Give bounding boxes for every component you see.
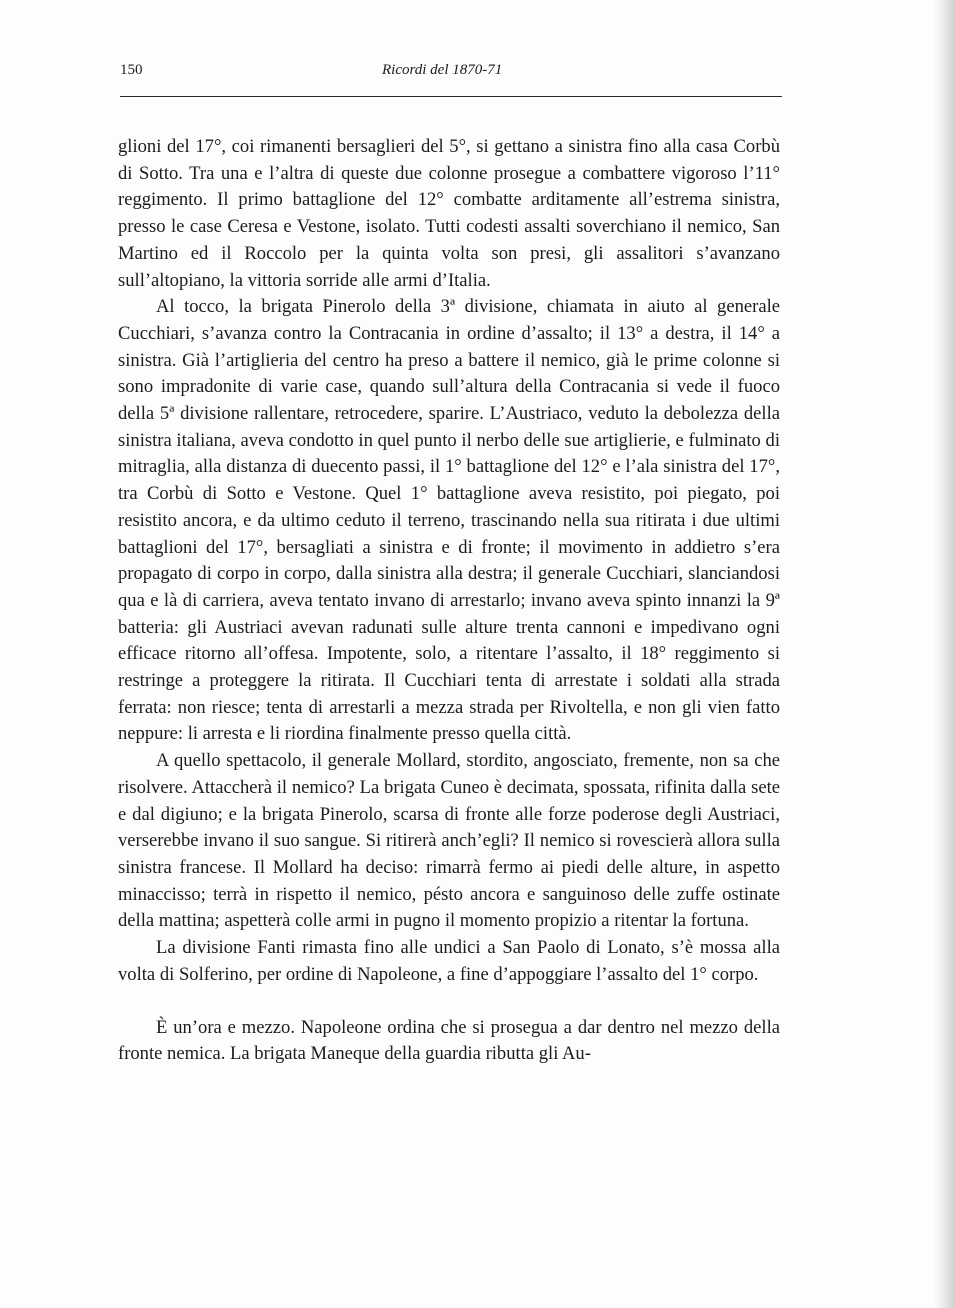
paragraph: A quello spettacolo, il generale Mollard, stordito, angosciato, fremente, non sa che risolvere. Attaccherà il nemico? La brigata Cuneo è decimata, spossata, rifinita dalla sete e dal digiuno; e la brigata Pinerolo, scarsa di fronte alle forze poderose degli Austriaci, verserebbe invano il suo sangue. Si ritirerà anch’egli? Il nemico si rovescierà allora sulla sinistra francese. Il Mollard ha deciso: rimarrà fermo ai piedi delle alture, in aspetto minaccisso; terrà in rispetto il nemico, pésto ancora e sanguinoso delle zuffe ostinate della mattina; aspetterà colle armi in pugno il momento propizio a ritentar la fortuna.	[118, 750, 780, 932]
paragraph: Al tocco, la brigata Pinerolo della 3ª divisione, chiamata in aiuto al generale Cucchiari, s’avanza contro la Contracania in ordine d’assalto; il 13° a destra, il 14° a sinistra. Già l’artiglieria del centro ha preso a battere il nemico, già le prime colonne si sono impradonite di varie case, quando sull’altura della Contracania si vede il fuoco della 5ª divisione rallentare, retrocedere, sparire. L’Austriaco, veduto la debolezza della sinistra italiana, aveva condotto in quel punto il nerbo delle sue artiglierie, e fulminato di mitraglia, alla distanza di duecento passi, il 1° battaglione del 12° e l’ala sinistra del 17°, tra Corbù di Sotto e Vestone. Quel 1° battaglione aveva resistito, poi piegato, poi resistito ancora, e da ultimo ceduto il terreno, trascinando nella sua ritirata i due ultimi battaglioni del 17°, bersagliati a sinistra e di fronte; il movimento in addietro s’era propagato di corpo in corpo, dalla sinistra alla destra; il generale Cucchiari, slanciandosi qua e là di carriera, aveva tentato invano di arrestarlo; invano aveva spinto innanzi la 9ª batteria: gli Austriaci avevan radunati sulle alture trenta cannoni e impedivano ogni efficace ritorno all’offesa. Impotente, solo, a ritentare l’assalto, il 18° reggimento si restringe a proteggere la ritirata. Il Cucchiari tenta di arrestate i soldati alla strada ferrata: non riesce; tenta di arrestarli a mezza strada per Rivoltella, e non gli vien fatto neppure: li arresta e li riordina finalmente presso quella città.	[118, 296, 780, 745]
scan-edge-shadow	[933, 0, 955, 1308]
running-title: Ricordi del 1870-71	[382, 62, 503, 78]
running-head	[120, 62, 782, 88]
paragraph: È un’ora e mezzo. Napoleone ordina che si prosegua a dar dentro nel mezzo della fronte nemica. La brigata Maneque della guardia ributta gli Au-	[118, 1016, 780, 1065]
header-rule	[120, 96, 782, 97]
page-number: 150	[120, 62, 143, 78]
paragraph: glioni del 17°, coi rimanenti bersaglieri del 5°, si gettano a sinistra fino alla casa Corbù di Sotto. Tra una e l’altra di queste due colonne prosegue a combattere vigoroso l’11° reggimento. Il primo battaglione del 12° combatte arditamente all’estrema sinistra, presso le case Ceresa e Vestone, isolato. Tutti codesti assalti soverchiano il nemico, San Martino ed il Roccolo per la quinta volta son presi, gli assalitori s’avanzano sull’altopiano, la vittoria sorride alle armi d’Italia.	[118, 136, 780, 291]
body-text	[118, 134, 780, 1068]
paragraph: La divisione Fanti rimasta fino alle undici a San Paolo di Lonato, s’è mossa alla volta di Solferino, per ordine di Napoleone, a fine d’appoggiare l’assalto del 1° corpo.	[118, 937, 780, 985]
